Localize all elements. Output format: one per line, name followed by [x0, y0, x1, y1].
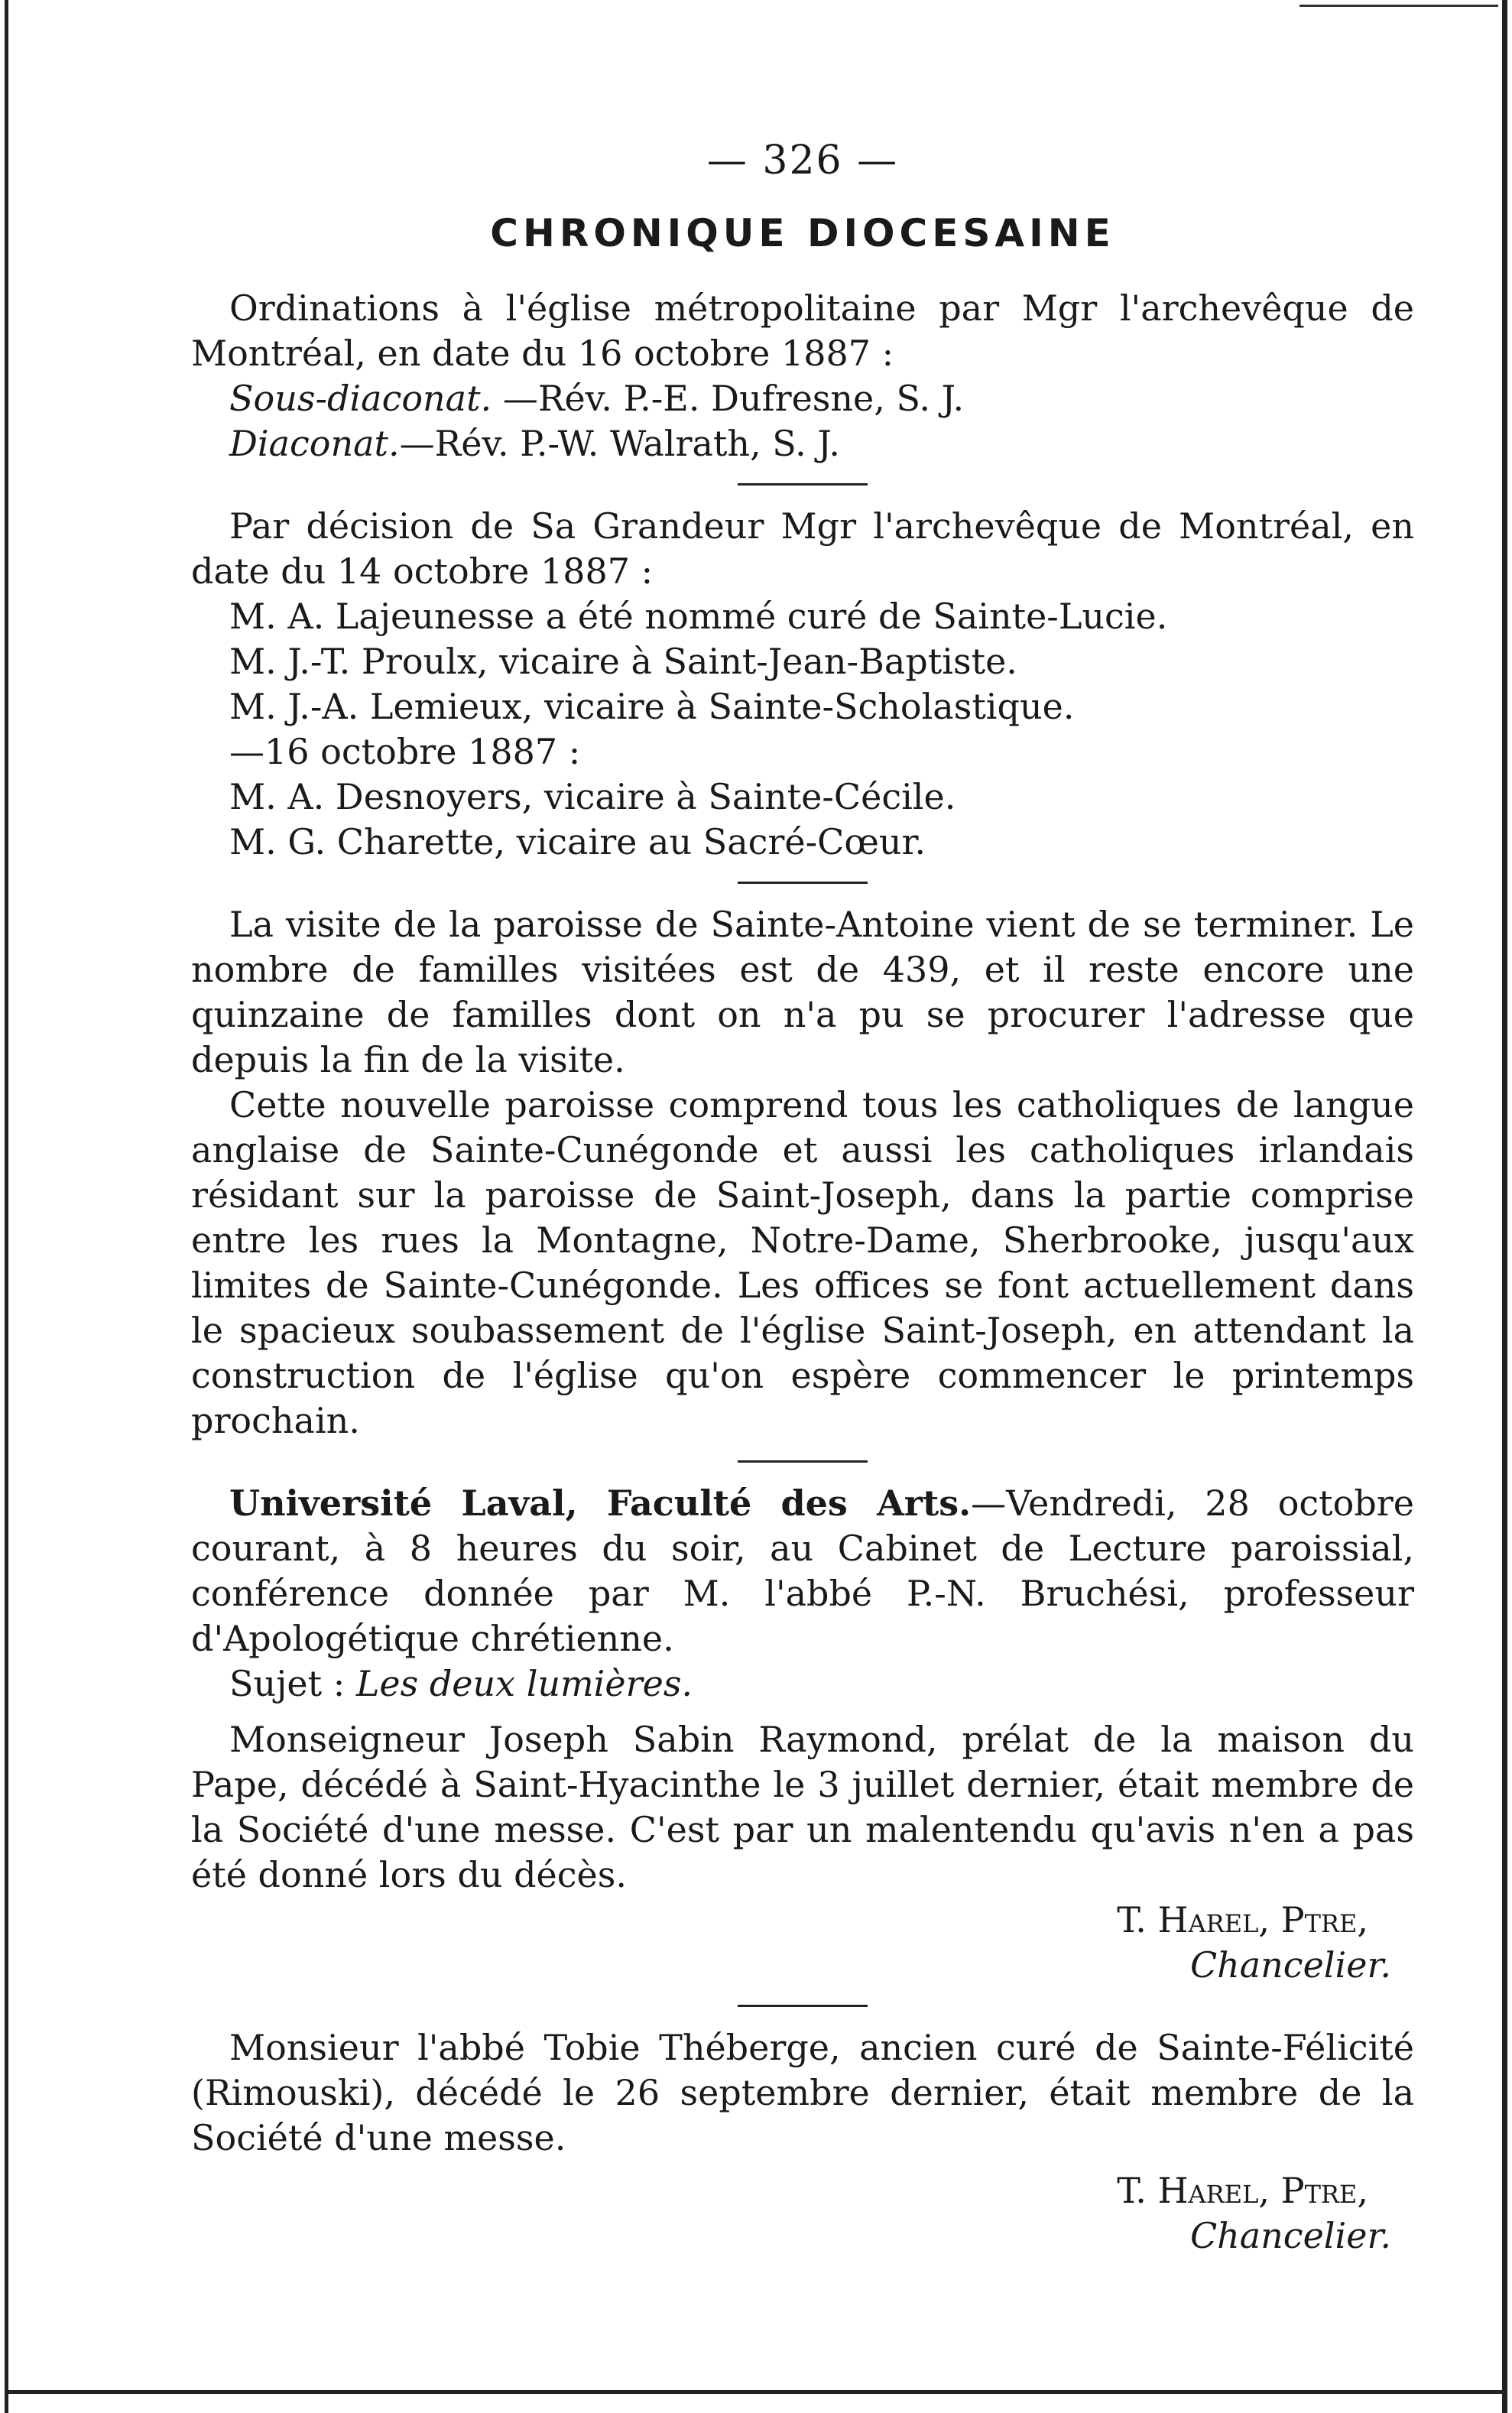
sous-diaconat-label: Sous-diaconat. [229, 378, 492, 419]
sujet-label: Sujet : [229, 1663, 346, 1704]
separator-rule [738, 2005, 868, 2007]
universite-text: —Vendredi, 28 octobre courant, à 8 heures du soir, au Cabinet de Lecture paroissial, conférence donnée par M. l'abbé P.-N. Bruchési, professeur d'Apologétique chrétienne. [191, 1483, 1414, 1659]
separator-rule [738, 483, 868, 486]
sous-diaconat-text: —Rév. P.-E. Dufresne, S. J. [502, 378, 965, 419]
visite-paragraph-2: Cette nouvelle paroisse comprend tous les catholiques de langue anglaise de Sainte-Cunégonde et aussi les catholiques irlandais résidant sur la paroisse de Saint-Joseph, dans la partie comprise entre les rues la Montagne, Notre-Dame, Sherbrooke, jusqu'aux limites de Sainte-Cunégonde. Les offices se font actuellement dans le spacieux soubassement de l'église Saint-Joseph, en attendant la construction de l'église qu'on espère commencer le printemps prochain. [191, 1084, 1414, 1441]
universite-paragraph [191, 1481, 1414, 1661]
scan-border-top [1299, 5, 1498, 7]
scan-border-right [1502, 0, 1507, 2413]
notice-raymond: Monseigneur Joseph Sabin Raymond, prélat de la maison du Pape, décédé à Saint-Hyacinthe le 3 juillet dernier, était membre de la Société d'une messe. C'est par un malentendu qu'avis n'en a pas été donné lors du décès. [191, 1719, 1414, 1895]
nomination-line: M. J.-T. Proulx, vicaire à Saint-Jean-Baptiste. [229, 641, 1017, 682]
diaconat-label: Diaconat. [229, 423, 400, 464]
sujet-title: Les deux lumières. [355, 1663, 693, 1704]
ordinations-intro: Ordinations à l'église métropolitaine par Mgr l'archevêque de Montréal, en date du 16 octobre 1887 : [191, 287, 1414, 374]
universite-heading: Université Laval, Faculté des Arts. [229, 1483, 972, 1524]
nomination-line: M. G. Charette, vicaire au Sacré-Cœur. [229, 821, 926, 862]
signature-name: T. Harel, Ptre, [1117, 2170, 1368, 2211]
section-title: CHRONIQUE DIOCESAINE [490, 211, 1115, 255]
signature-name: T. Harel, Ptre, [1117, 1899, 1368, 1940]
page-content [191, 138, 1414, 2259]
nomination-line: M. A. Lajeunesse a été nommé curé de Sainte-Lucie. [229, 596, 1168, 637]
separator-rule [738, 882, 868, 884]
page-number: — 326 — [706, 138, 899, 183]
scan-border-bottom [5, 2390, 1503, 2394]
sujet-line [191, 1661, 1414, 1707]
nominations-intro: Par décision de Sa Grandeur Mgr l'archevêque de Montréal, en date du 14 octobre 1887 : [191, 505, 1414, 592]
scan-border-left [5, 0, 8, 2413]
nomination-date-line: —16 octobre 1887 : [229, 731, 581, 772]
diaconat-text: —Rév. P.-W. Walrath, S. J. [399, 423, 840, 464]
sous-diaconat-line [191, 376, 1414, 421]
signature-role: Chancelier. [1189, 1944, 1391, 1986]
separator-rule [738, 1460, 868, 1463]
notice-theberge: Monsieur l'abbé Tobie Théberge, ancien curé de Sainte-Félicité (Rimouski), décédé le 26 septembre dernier, était membre de la Société d'une messe. [191, 2027, 1414, 2158]
visite-paragraph-1: La visite de la paroisse de Sainte-Antoine vient de se terminer. Le nombre de familles visitées est de 439, et il reste encore une quinzaine de familles dont on n'a pu se procurer l'adresse que depuis la fin de la visite. [191, 904, 1414, 1080]
nomination-line: M. J.-A. Lemieux, vicaire à Sainte-Scholastique. [229, 686, 1075, 727]
diaconat-line [191, 421, 1414, 466]
signature-role: Chancelier. [1189, 2215, 1391, 2256]
nomination-line: M. A. Desnoyers, vicaire à Sainte-Cécile. [229, 776, 956, 817]
